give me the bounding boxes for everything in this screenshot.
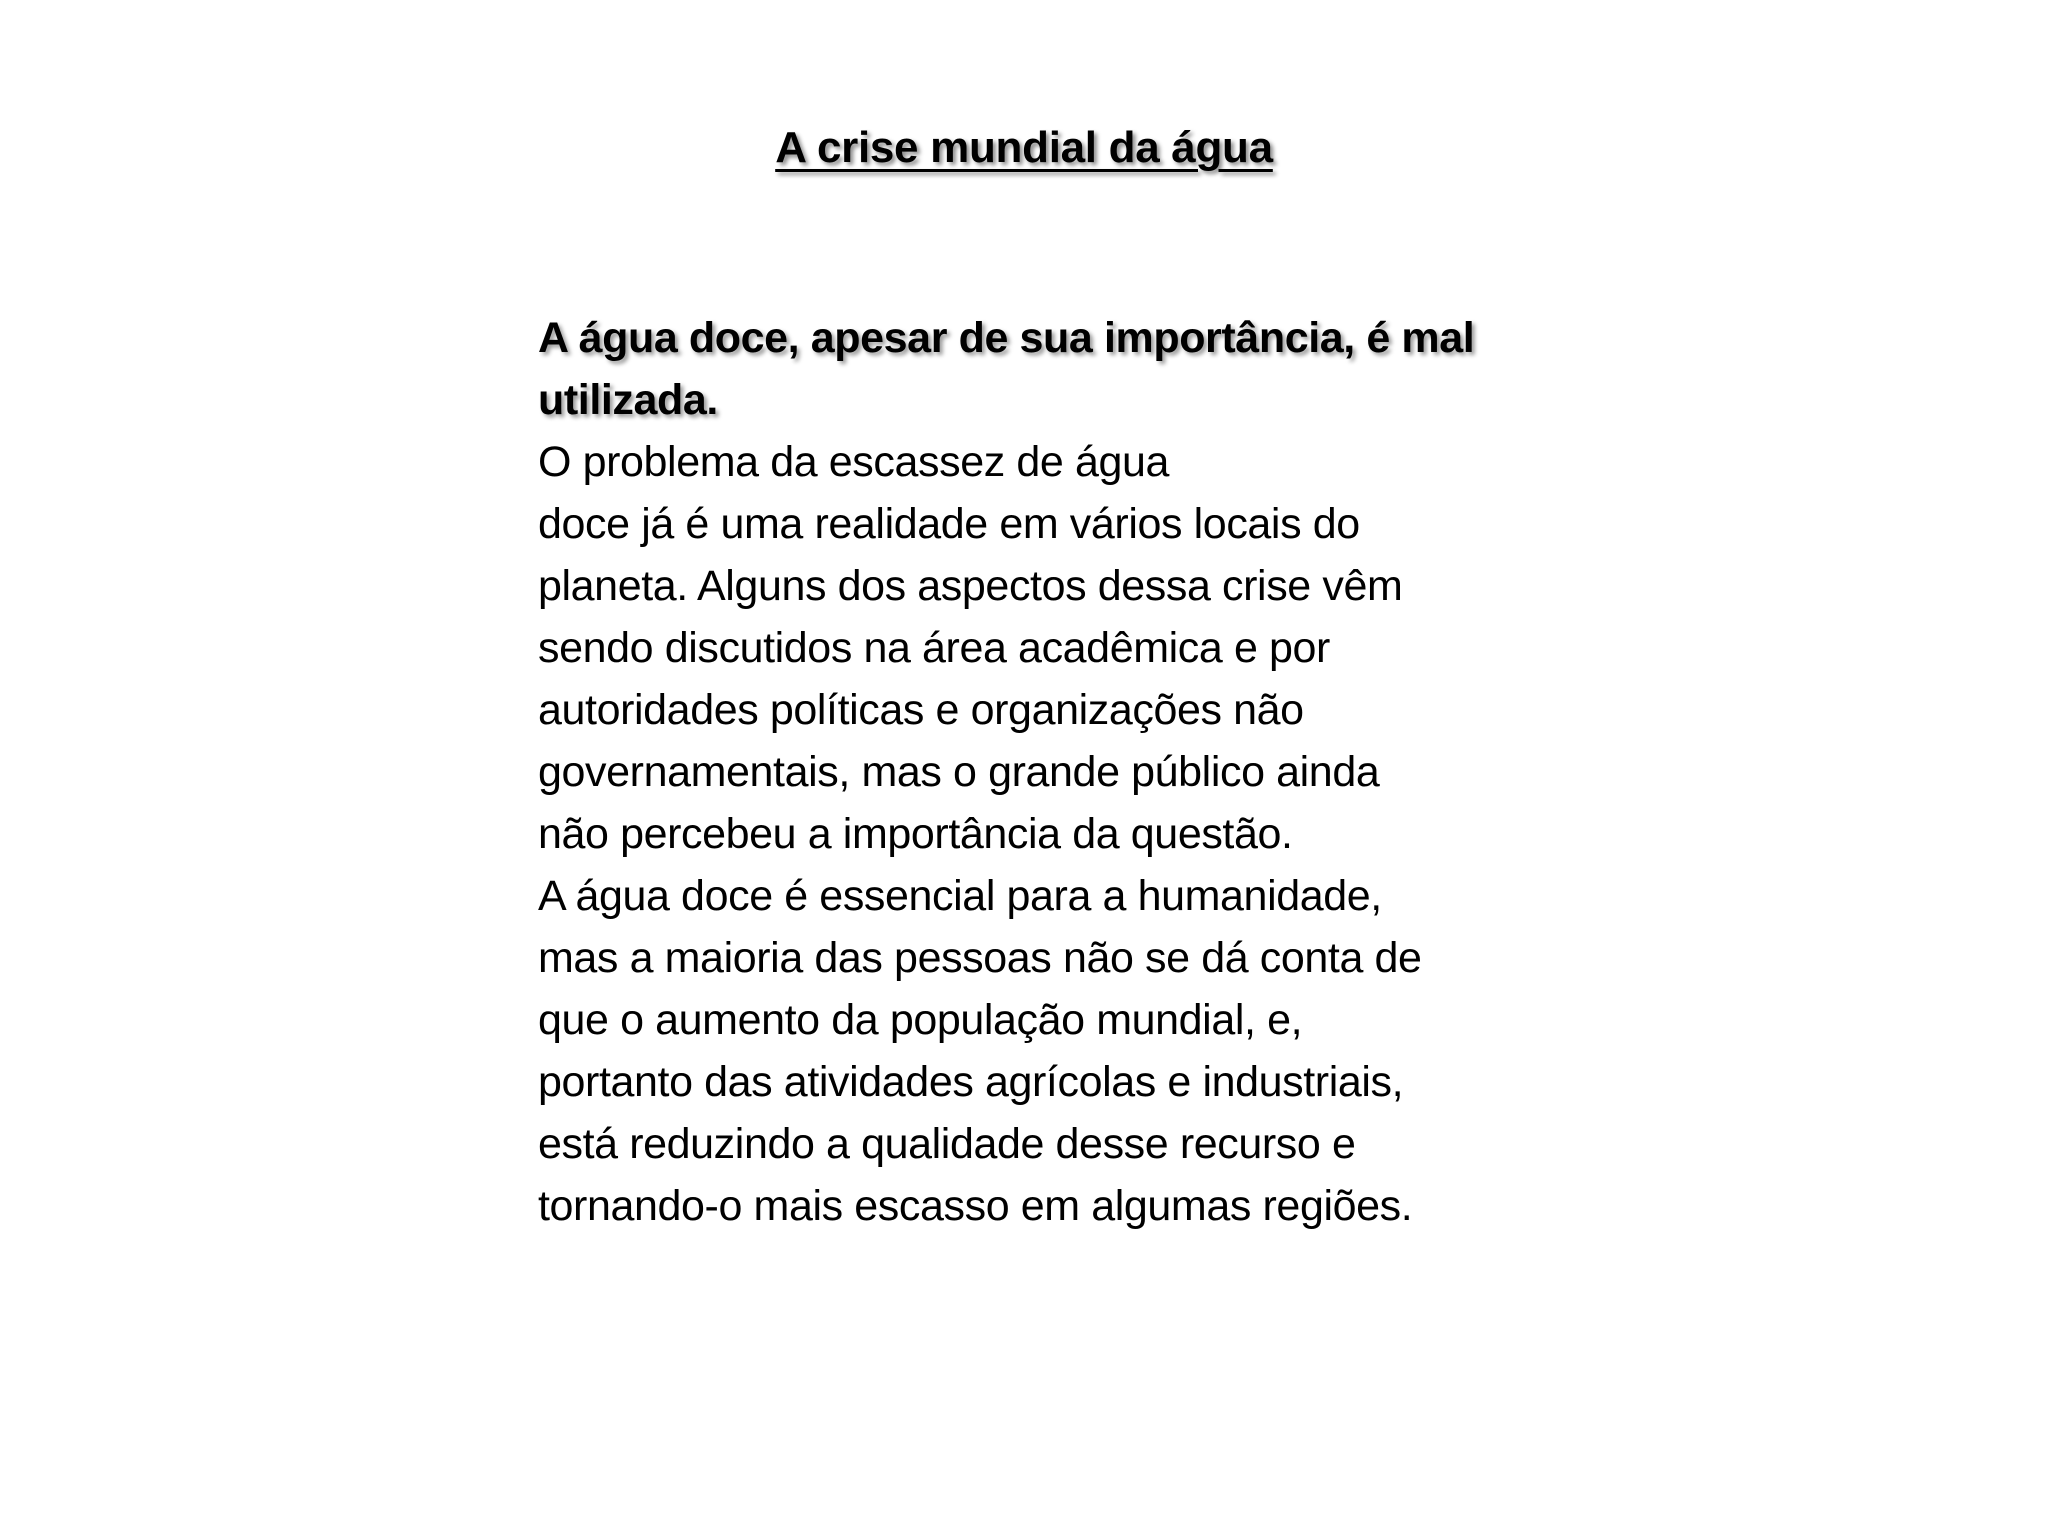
- paragraph-scarcity: O problema da escassez de água doce já é uma realidade em vários locais do planeta. Alguns dos aspectos dessa crise vêm sendo discutidos na área acadêmica e por autoridades políticas e organizações não governamentais, mas o grande público ainda não percebeu a importância da questão.: [538, 438, 1403, 858]
- slide-body: [538, 307, 1558, 1237]
- lead-statement: A água doce, apesar de sua importância, é mal utilizada.: [538, 314, 1475, 424]
- slide-title: A crise mundial da água: [775, 123, 1273, 172]
- paragraph-humanity: A água doce é essencial para a humanidade, mas a maioria das pessoas não se dá conta de que o aumento da população mundial, e, portanto das atividades agrícolas e industriais, está reduzindo a qualidade desse recurso e tornando-o mais escasso em algumas regiões.: [538, 872, 1422, 1230]
